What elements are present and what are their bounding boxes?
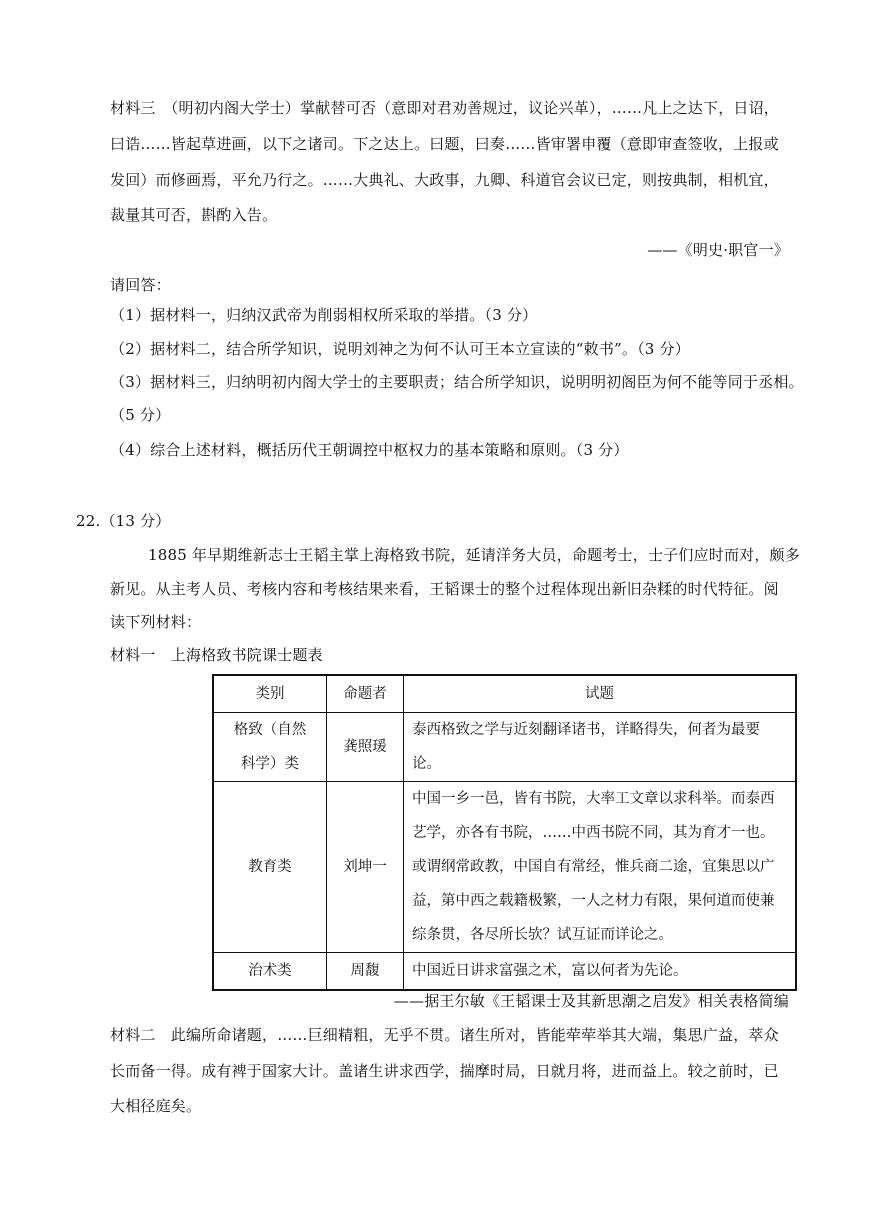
material3-line-4: 裁量其可否，斟酌入告。 [110,206,278,224]
header-question: 试题 [404,675,797,713]
material1-title: 材料一 上海格致书院课士题表 [110,646,323,664]
question-4: （4）综合上述材料，概括历代王朝调控中枢权力的基本策略和原则。（3 分） [110,441,629,459]
row3-category-line-1: 治术类 [248,963,292,979]
material3-line-3: 发回）而修画焉，平允乃行之。……大典礼、大政事，九卿、科道官会议已定，则按典制，相机宜， [110,171,779,189]
q22-intro-line-2: 新见。从主考人员、考核内容和考核结果来看，王韬课士的整个过程体现出新旧杂糅的时代特征。阅 [110,580,779,598]
q22-intro-line-3: 读下列材料： [110,613,202,631]
row1-question [404,713,797,782]
row2-question-line-1: 中国一乡一邑，皆有书院，大率工文章以求科举。而泰西 [412,791,775,807]
row2-question-line-5: 综条贯，各尽所长欤？试互证而详论之。 [412,927,673,943]
row2-author: 刘坤一 [327,782,404,953]
material3-line-2: 曰诰……皆起草进画，以下之诸司。下之达上。曰题，曰奏……皆审署申覆（意即审查签收，上报或 [110,135,779,153]
row2-category-line-1: 教育类 [248,859,292,875]
row3-author: 周馥 [327,953,404,991]
q22-intro-line-1: 1885 年早期维新志士王韬主掌上海格致书院，延请洋务大员，命题考士，士子们应时而对，颇多 [148,546,800,564]
questions-prompt: 请回答： [110,276,171,294]
material2-line-2: 长而备一得。成有裨于国家大计。盖诸生讲求西学，揣摩时局，日就月将，进而益上。较之前时，已 [110,1062,779,1080]
exam-topics-table [212,674,797,991]
row2-question-line-4: 益，第中西之载籍极繁，一人之材力有限，果何道而使兼 [412,893,775,909]
material3-source: ——《明史·职官一》 [647,241,789,259]
material2-line-1: 材料二 此编所命诸题，……巨细精粗，无乎不贯。诸生所对，皆能荦荦举其大端，集思广益，萃众 [110,1026,779,1044]
table-row [213,782,796,953]
table-row [213,713,796,782]
material3-line-1: 材料三 （明初内阁大学士）掌献替可否（意即对君劝善规过，议论兴革），……凡上之达下，日诏， [110,99,780,117]
header-author: 命题者 [327,675,404,713]
row2-category [213,782,327,953]
question-3-score: （5 分） [110,406,171,424]
row1-category-line-2: 科学）类 [241,756,299,772]
question-1: （1）据材料一，归纳汉武帝为削弱相权所采取的举措。（3 分） [110,306,538,324]
row2-question-line-3: 或谓纲常政教，中国自有常经，惟兵商二途，宜集思以广 [412,859,775,875]
q22-heading: 22.（13 分） [76,512,171,530]
row1-category [213,713,327,782]
question-2: （2）据材料二，结合所学知识，说明刘神之为何不认可王本立宣读的“敕书”。（3 分） [110,340,690,358]
table-header-row [213,675,796,713]
row1-category-line-1: 格致（自然 [233,722,307,738]
table-source: ——据王尔敏《王韬课士及其新思潮之启发》相关表格简编 [393,992,789,1010]
row2-question [404,782,797,953]
row1-question-line-1: 泰西格致之学与近刻翻译诸书，详略得失，何者为最要论。 [412,722,760,772]
header-category: 类别 [213,675,327,713]
row1-author: 龚照瑗 [327,713,404,782]
row2-question-line-2: 艺学，亦各有书院，……中西书院不同，其为育才一也。 [412,825,775,841]
row3-category [213,953,327,991]
question-3: （3）据材料三，归纳明初内阁大学士的主要职责；结合所学知识，说明明初阁臣为何不能等同于丞相。 [110,373,804,391]
material2-line-3: 大相径庭矣。 [110,1097,202,1115]
row3-question-line-1: 中国近日讲求富强之术，富以何者为先论。 [412,963,688,979]
